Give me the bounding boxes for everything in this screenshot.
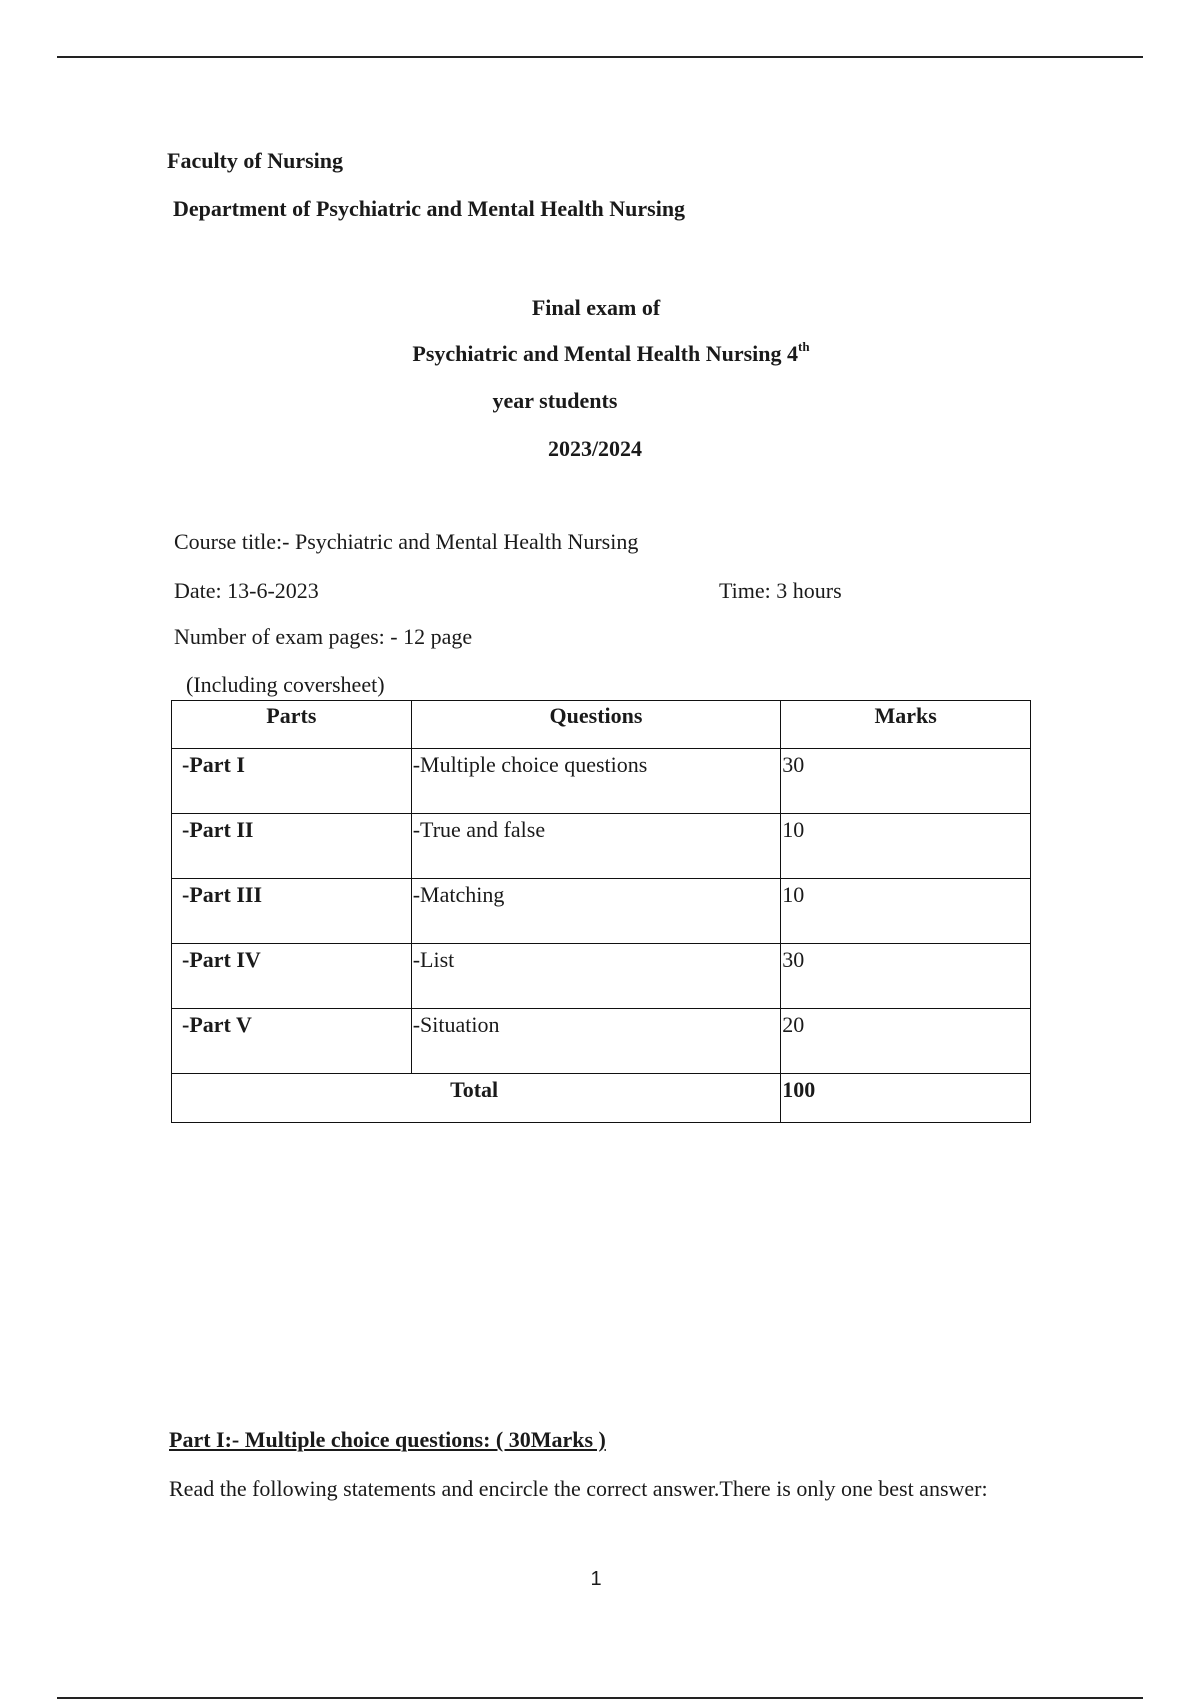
- page-number: 1: [590, 1568, 602, 1590]
- course-title: Course title:- Psychiatric and Mental Health Nursing: [174, 529, 639, 554]
- exam-title-line-2-text: Psychiatric and Mental Health Nursing 4: [412, 341, 799, 366]
- table-row: [172, 879, 1031, 944]
- marks-table: [171, 700, 1031, 1123]
- marks-cell: 10: [781, 879, 1031, 944]
- marks-cell: 30: [781, 944, 1031, 1009]
- table-row: [172, 1009, 1031, 1074]
- part-cell: -Part III: [172, 879, 412, 944]
- part-cell: -Part IV: [172, 944, 412, 1009]
- faculty-name: Faculty of Nursing: [167, 148, 343, 173]
- department-name: Department of Psychiatric and Mental Health Nursing: [173, 196, 686, 221]
- bottom-rule: [57, 1697, 1143, 1699]
- part-1-instructions: Read the following statements and encircle the correct answer.There is only one best answer:: [169, 1476, 988, 1501]
- column-header-marks: Marks: [781, 701, 1031, 749]
- exam-title-line-3: year students: [492, 388, 618, 413]
- question-cell: -Multiple choice questions: [411, 749, 781, 814]
- question-cell: -Matching: [411, 879, 781, 944]
- table-row: [172, 814, 1031, 879]
- table-header-row: [172, 701, 1031, 749]
- part-cell: -Part II: [172, 814, 412, 879]
- part-cell: -Part V: [172, 1009, 412, 1074]
- part-1-heading: Part I:- Multiple choice questions: ( 30Marks ): [169, 1427, 606, 1452]
- exam-title-superscript: th: [798, 338, 810, 354]
- marks-cell: 10: [781, 814, 1031, 879]
- question-cell: -Situation: [411, 1009, 781, 1074]
- question-cell: -List: [411, 944, 781, 1009]
- table-row: [172, 944, 1031, 1009]
- exam-year: 2023/2024: [547, 436, 643, 461]
- column-header-parts: Parts: [172, 701, 412, 749]
- column-header-questions: Questions: [411, 701, 781, 749]
- exam-title-line-2: [0, 338, 1200, 367]
- exam-time: Time: 3 hours: [719, 578, 842, 603]
- top-rule: [57, 56, 1143, 58]
- exam-date: Date: 13-6-2023: [174, 578, 319, 603]
- marks-cell: 30: [781, 749, 1031, 814]
- question-cell: -True and false: [411, 814, 781, 879]
- total-row: [172, 1074, 1031, 1123]
- coversheet-note: (Including coversheet): [186, 672, 385, 697]
- total-marks: 100: [781, 1074, 1031, 1123]
- table-row: [172, 749, 1031, 814]
- total-label: Total: [172, 1074, 781, 1123]
- marks-cell: 20: [781, 1009, 1031, 1074]
- exam-title-line-1: Final exam of: [531, 295, 661, 320]
- exam-page-count: Number of exam pages: - 12 page: [174, 624, 473, 649]
- part-cell: -Part I: [172, 749, 412, 814]
